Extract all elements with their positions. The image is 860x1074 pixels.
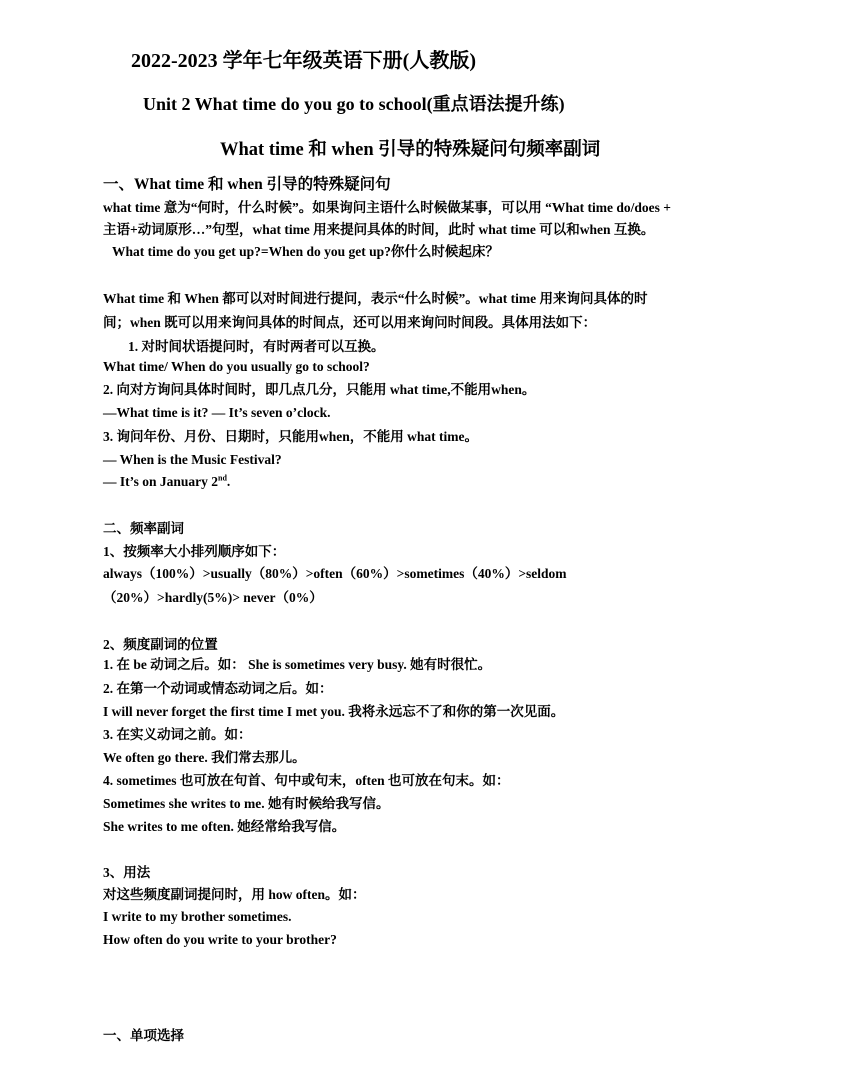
rule2-example: —What time is it? — It’s seven o’clock. xyxy=(103,405,331,420)
section1-paragraph2-line1: What time 和 When 都可以对时间进行提问，表示“什么时候”。what time 用来询问具体的时 xyxy=(103,291,648,306)
rule3-example2 xyxy=(103,473,230,491)
section3-heading: 一、单项选择 xyxy=(103,1028,184,1043)
position-rule2: 2. 在第一个动词或情态动词之后。如： xyxy=(103,681,333,696)
rule1: 1. 对时间状语提问时，有时两者可以互换。 xyxy=(128,339,385,354)
position-rule4: 4. sometimes 也可放在句首、句中或句末，often 也可放在句末。如： xyxy=(103,773,510,788)
usage-example2: How often do you write to your brother? xyxy=(103,932,337,947)
section2-sub1: 1、按频率大小排列顺序如下： xyxy=(103,544,286,559)
section2-heading: 二、频率副词 xyxy=(103,521,184,536)
rule2: 2. 向对方询问具体时间时，即几点几分，只能用 what time,不能用when。 xyxy=(103,382,536,397)
topic-title: What time 和 when 引导的特殊疑问句频率副词 xyxy=(220,140,601,160)
position-rule3-example: We often go there. 我们常去那儿。 xyxy=(103,750,306,765)
position-rule3: 3. 在实义动词之前。如： xyxy=(103,727,252,742)
position-rule1: 1. 在 be 动词之后。如： She is sometimes very busy. 她有时很忙。 xyxy=(103,657,492,672)
rule3-example2-text: — It’s on January 2 xyxy=(103,474,219,489)
rule3-example2-end: . xyxy=(226,474,231,489)
position-rule4-example1: Sometimes she writes to me. 她有时候给我写信。 xyxy=(103,796,390,811)
ordinal-suffix: nd xyxy=(218,473,227,483)
section2-sub3: 3、用法 xyxy=(103,865,151,880)
section1-paragraph1-line2: 主语+动词原形…”句型，what time 用来提问具体的时间，此时 what time 可以和when 互换。 xyxy=(103,222,655,237)
document-title: 2022-2023 学年七年级英语下册(人教版) xyxy=(131,50,476,72)
frequency-order-line1: always（100%）>usually（80%）>often（60%）>sometimes（40%）>seldom xyxy=(103,566,567,581)
section1-example1: What time do you get up?=When do you get up?你什么时候起床？ xyxy=(112,244,499,259)
position-rule2-example: I will never forget the first time I met you. 我将永远忘不了和你的第一次见面。 xyxy=(103,704,565,719)
rule3-example1: — When is the Music Festival? xyxy=(103,452,282,467)
position-rule4-example2: She writes to me often. 她经常给我写信。 xyxy=(103,819,346,834)
section1-paragraph2-line2: 间；when 既可以用来询问具体的时间点，还可以用来询问时间段。具体用法如下： xyxy=(103,315,597,330)
document-subtitle: Unit 2 What time do you go to school(重点语法提升练) xyxy=(143,94,565,114)
section1-heading: 一、What time 和 when 引导的特殊疑问句 xyxy=(103,176,391,193)
section2-sub2: 2、频度副词的位置 xyxy=(103,637,218,652)
usage-example1: I write to my brother sometimes. xyxy=(103,909,292,924)
rule3: 3. 询问年份、月份、日期时，只能用when，不能用 what time。 xyxy=(103,429,478,444)
section1-paragraph1-line1: what time 意为“何时，什么时候”。如果询问主语什么时候做某事，可以用 “What time do/does + xyxy=(103,200,671,215)
rule1-example: What time/ When do you usually go to school? xyxy=(103,359,370,374)
frequency-order-line2: （20%）>hardly(5%)> never（0%） xyxy=(103,590,323,605)
usage-rule: 对这些频度副词提问时，用 how often。如： xyxy=(103,887,366,902)
